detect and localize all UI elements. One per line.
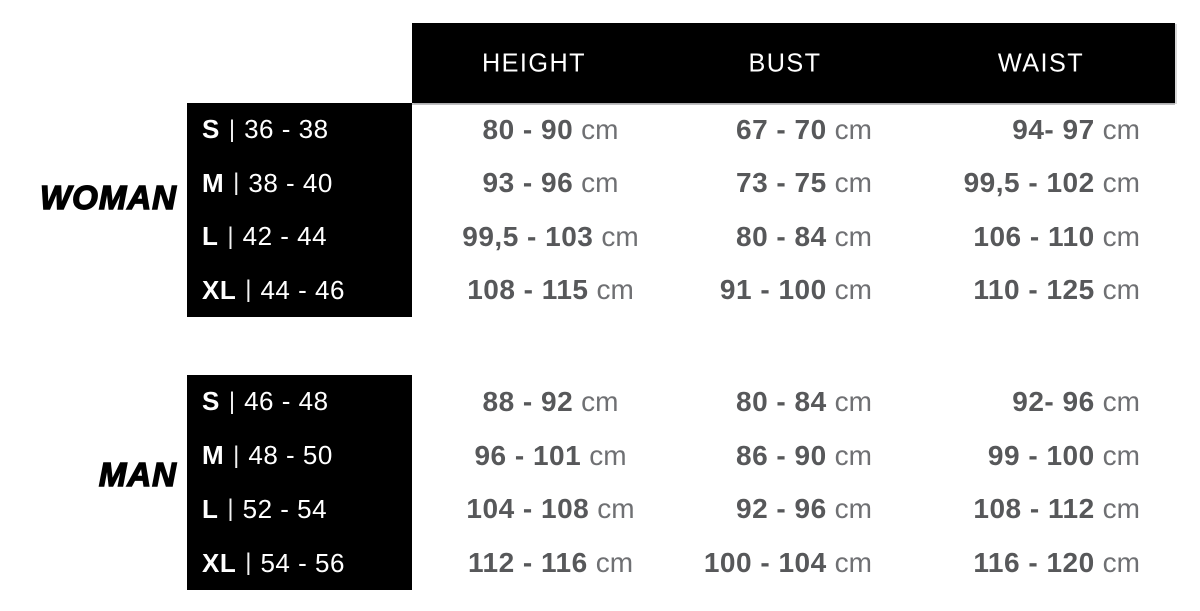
woman-xl-bust-cell xyxy=(689,264,933,318)
size-row-woman-m xyxy=(187,157,412,211)
height-value: 99,5 - 103 xyxy=(462,220,594,252)
man-s-waist-cell xyxy=(933,375,1195,429)
waist-value: 94- 97 xyxy=(1012,113,1095,145)
size-row-woman-l xyxy=(187,210,412,264)
woman-m-waist-cell xyxy=(933,157,1195,211)
woman-size-box xyxy=(187,103,412,317)
group-label-woman: WOMAN xyxy=(40,179,177,217)
unit-label: cm xyxy=(1102,167,1140,199)
man-xl-bust-cell xyxy=(689,536,933,590)
unit-label: cm xyxy=(1102,220,1140,252)
column-header-waist: WAIST xyxy=(997,47,1085,78)
size-range: 44 - 46 xyxy=(260,274,345,305)
group-label-man: MAN xyxy=(98,456,177,494)
woman-l-waist-cell xyxy=(933,210,1195,264)
unit-label: cm xyxy=(601,220,639,252)
man-m-waist-cell xyxy=(933,429,1195,483)
unit-label: cm xyxy=(834,547,872,579)
waist-value: 108 - 112 xyxy=(973,493,1095,525)
size-separator: | xyxy=(245,549,252,577)
waist-value: 99,5 - 102 xyxy=(963,167,1095,199)
size-letter: L xyxy=(202,221,219,252)
unit-label: cm xyxy=(581,167,619,199)
size-range: 54 - 56 xyxy=(260,547,345,578)
size-separator: | xyxy=(228,115,236,143)
height-value: 88 - 92 xyxy=(482,385,574,417)
bust-value: 92 - 96 xyxy=(736,493,827,525)
man-m-height-cell xyxy=(412,429,689,483)
height-value: 108 - 115 xyxy=(467,274,589,306)
height-value: 112 - 116 xyxy=(467,547,588,579)
bust-value: 86 - 90 xyxy=(736,439,827,471)
size-letter: L xyxy=(202,493,219,524)
bust-value: 80 - 84 xyxy=(736,385,827,417)
woman-measurements xyxy=(412,103,1195,317)
woman-s-waist-cell xyxy=(933,103,1195,157)
size-letter: S xyxy=(202,386,220,417)
unit-label: cm xyxy=(834,274,872,306)
unit-label: cm xyxy=(1102,547,1140,579)
unit-label: cm xyxy=(1102,385,1140,417)
bust-value: 91 - 100 xyxy=(719,274,827,306)
size-row-man-m xyxy=(187,429,412,483)
woman-xl-height-cell xyxy=(412,264,689,318)
unit-label: cm xyxy=(1102,274,1140,306)
unit-label: cm xyxy=(1102,493,1140,525)
waist-value: 99 - 100 xyxy=(987,439,1095,471)
column-header-height: HEIGHT xyxy=(481,47,587,78)
man-xl-height-cell xyxy=(412,536,689,590)
size-separator: | xyxy=(245,276,252,304)
size-range: 46 - 48 xyxy=(244,386,329,417)
size-row-man-s xyxy=(187,375,412,429)
waist-value: 92- 96 xyxy=(1012,385,1095,417)
size-separator: | xyxy=(227,222,234,250)
woman-s-height-cell xyxy=(412,103,689,157)
unit-label: cm xyxy=(581,113,619,145)
unit-label: cm xyxy=(834,493,872,525)
unit-label: cm xyxy=(1102,113,1140,145)
unit-label: cm xyxy=(1102,439,1140,471)
man-s-height-cell xyxy=(412,375,689,429)
unit-label: cm xyxy=(581,385,619,417)
size-range: 48 - 50 xyxy=(248,440,333,471)
unit-label: cm xyxy=(834,167,872,199)
bust-value: 100 - 104 xyxy=(703,547,827,579)
waist-value: 116 - 120 xyxy=(973,547,1095,579)
height-value: 80 - 90 xyxy=(482,113,574,145)
man-l-height-cell xyxy=(412,483,689,537)
measurement-header-bar xyxy=(412,23,1175,103)
size-letter: S xyxy=(202,114,220,145)
woman-l-height-cell xyxy=(412,210,689,264)
column-header-bust: BUST xyxy=(748,47,822,78)
size-range: 36 - 38 xyxy=(244,114,329,145)
size-separator: | xyxy=(233,441,240,469)
size-letter: XL xyxy=(202,274,237,305)
man-m-bust-cell xyxy=(689,429,933,483)
size-letter: M xyxy=(202,440,225,471)
size-range: 52 - 54 xyxy=(242,493,328,524)
size-letter: M xyxy=(202,167,225,198)
man-s-bust-cell xyxy=(689,375,933,429)
height-value: 93 - 96 xyxy=(482,167,574,199)
bust-value: 73 - 75 xyxy=(736,167,827,199)
size-row-woman-s xyxy=(187,103,412,157)
height-value: 104 - 108 xyxy=(466,493,590,525)
woman-l-bust-cell xyxy=(689,210,933,264)
size-separator: | xyxy=(227,495,234,523)
waist-value: 106 - 110 xyxy=(973,220,1095,252)
man-measurements xyxy=(412,375,1195,590)
woman-m-bust-cell xyxy=(689,157,933,211)
size-row-woman-xl xyxy=(187,264,412,318)
waist-value: 110 - 125 xyxy=(973,274,1095,306)
bust-value: 80 - 84 xyxy=(736,220,827,252)
man-l-bust-cell xyxy=(689,483,933,537)
bust-value: 67 - 70 xyxy=(736,113,827,145)
height-value: 96 - 101 xyxy=(474,439,582,471)
unit-label: cm xyxy=(596,274,634,306)
size-separator: | xyxy=(233,169,240,197)
woman-m-height-cell xyxy=(412,157,689,211)
unit-label: cm xyxy=(597,493,635,525)
unit-label: cm xyxy=(834,220,872,252)
size-separator: | xyxy=(228,387,236,415)
size-row-man-xl xyxy=(187,536,412,590)
size-range: 42 - 44 xyxy=(242,221,328,252)
size-letter: XL xyxy=(202,547,237,578)
woman-s-bust-cell xyxy=(689,103,933,157)
unit-label: cm xyxy=(834,439,872,471)
size-row-man-l xyxy=(187,483,412,537)
woman-xl-waist-cell xyxy=(933,264,1195,318)
unit-label: cm xyxy=(595,547,634,579)
size-range: 38 - 40 xyxy=(248,167,333,198)
man-xl-waist-cell xyxy=(933,536,1195,590)
unit-label: cm xyxy=(834,385,872,417)
man-size-box xyxy=(187,375,412,590)
unit-label: cm xyxy=(589,439,627,471)
unit-label: cm xyxy=(834,113,872,145)
man-l-waist-cell xyxy=(933,483,1195,537)
